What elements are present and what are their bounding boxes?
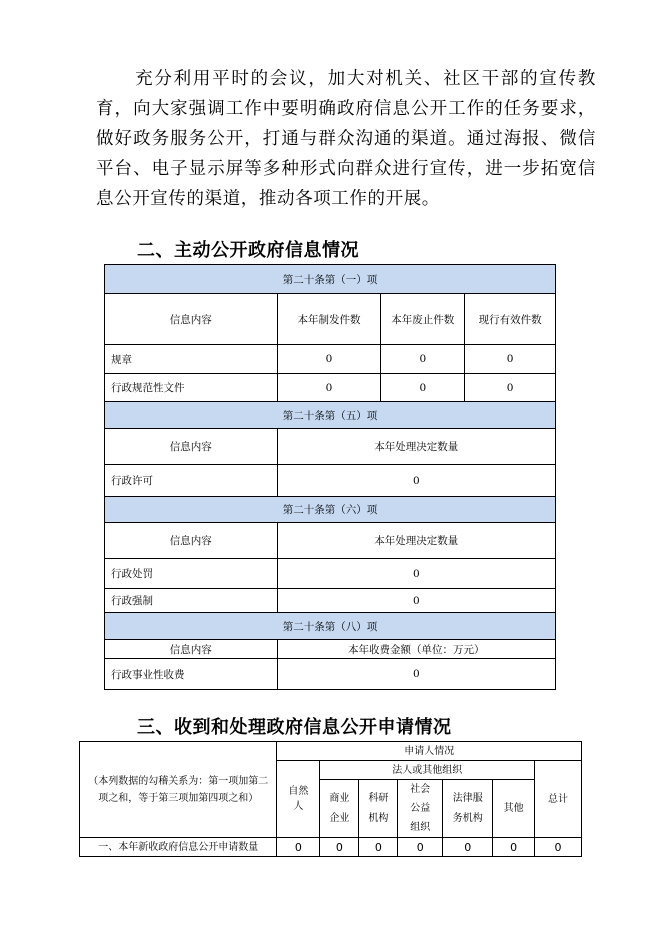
applicant-header: 申请人情况 bbox=[277, 742, 582, 761]
section-title: 第二十条第（八）项 bbox=[105, 613, 556, 640]
cell-value: 0 bbox=[277, 838, 320, 857]
row-label: 一、本年新收政府信息公开申请数量 bbox=[80, 838, 277, 857]
table-row bbox=[105, 345, 556, 374]
cell-value: 0 bbox=[320, 838, 359, 857]
cell-value: 0 bbox=[398, 838, 443, 857]
row-label: 行政处罚 bbox=[105, 559, 278, 589]
commercial-header: 商业企业 bbox=[320, 780, 359, 838]
cell-value: 0 bbox=[443, 838, 493, 857]
other-header: 其他 bbox=[493, 780, 535, 838]
total-header: 总计 bbox=[535, 761, 582, 838]
column-header: 本年处理决定数量 bbox=[277, 429, 555, 465]
row-label: 行政规范性文件 bbox=[105, 374, 278, 402]
cell-value: 0 bbox=[535, 838, 582, 857]
column-header: 信息内容 bbox=[105, 640, 278, 659]
table-row bbox=[105, 374, 556, 402]
column-header: 信息内容 bbox=[105, 523, 278, 559]
natural-person-header: 自然人 bbox=[277, 761, 320, 838]
section-title: 第二十条第（一）项 bbox=[105, 265, 556, 294]
section-title: 第二十条第（六）项 bbox=[105, 497, 556, 523]
cell-value: 0 bbox=[277, 589, 555, 613]
table-section-row bbox=[105, 497, 556, 523]
column-header: 本年废止件数 bbox=[381, 294, 465, 345]
table-row bbox=[105, 559, 556, 589]
table-header-row bbox=[105, 523, 556, 559]
table-row bbox=[105, 659, 556, 690]
cell-value: 0 bbox=[277, 465, 555, 497]
cell-value: 0 bbox=[381, 345, 465, 374]
intro-paragraph bbox=[96, 64, 596, 214]
application-table bbox=[79, 741, 582, 857]
table-section-row bbox=[105, 265, 556, 294]
law-header: 法律服务机构 bbox=[443, 780, 493, 838]
row-label: 规章 bbox=[105, 345, 278, 374]
table-row bbox=[105, 465, 556, 497]
cell-value: 0 bbox=[493, 838, 535, 857]
cell-value: 0 bbox=[465, 345, 556, 374]
column-header: 本年制发件数 bbox=[277, 294, 381, 345]
social-header: 社会公益组织 bbox=[398, 780, 443, 838]
note-cell: （本列数据的勾稽关系为：第一项加第二项之和，等于第三项加第四项之和） bbox=[80, 742, 277, 838]
cell-value: 0 bbox=[277, 659, 555, 690]
section-3-heading: 三、收到和处理政府信息公开申请情况 bbox=[137, 717, 452, 738]
legal-entity-header: 法人或其他组织 bbox=[320, 761, 535, 780]
table-header-row bbox=[105, 640, 556, 659]
section-2-heading: 二、主动公开政府信息情况 bbox=[137, 240, 359, 261]
column-header: 信息内容 bbox=[105, 294, 278, 345]
research-header: 科研机构 bbox=[359, 780, 398, 838]
column-header: 本年收费金额（单位：万元） bbox=[277, 640, 555, 659]
cell-value: 0 bbox=[277, 559, 555, 589]
section-title: 第二十条第（五）项 bbox=[105, 402, 556, 429]
table-row bbox=[80, 838, 582, 857]
table-header-row bbox=[105, 294, 556, 345]
table-header-row bbox=[105, 429, 556, 465]
column-header: 信息内容 bbox=[105, 429, 278, 465]
cell-value: 0 bbox=[381, 374, 465, 402]
table-header-row bbox=[80, 742, 582, 761]
table-section-row bbox=[105, 402, 556, 429]
row-label: 行政强制 bbox=[105, 589, 278, 613]
table-row bbox=[105, 589, 556, 613]
row-label: 行政事业性收费 bbox=[105, 659, 278, 690]
intro-text: 充分利用平时的会议，加大对机关、社区干部的宣传教育，向大家强调工作中要明确政府信息公开工作的任务要求，做好政务服务公开，打通与群众沟通的渠道。通过海报、微信平台、电子显示屏等多种形式向群众进行宣传，进一步拓宽信息公开宣传的渠道，推动各项工作的开展。 bbox=[96, 69, 596, 209]
table-section-row bbox=[105, 613, 556, 640]
row-label: 行政许可 bbox=[105, 465, 278, 497]
cell-value: 0 bbox=[465, 374, 556, 402]
column-header: 本年处理决定数量 bbox=[277, 523, 555, 559]
column-header: 现行有效件数 bbox=[465, 294, 556, 345]
cell-value: 0 bbox=[277, 374, 381, 402]
cell-value: 0 bbox=[277, 345, 381, 374]
proactive-disclosure-table bbox=[104, 264, 556, 690]
cell-value: 0 bbox=[359, 838, 398, 857]
